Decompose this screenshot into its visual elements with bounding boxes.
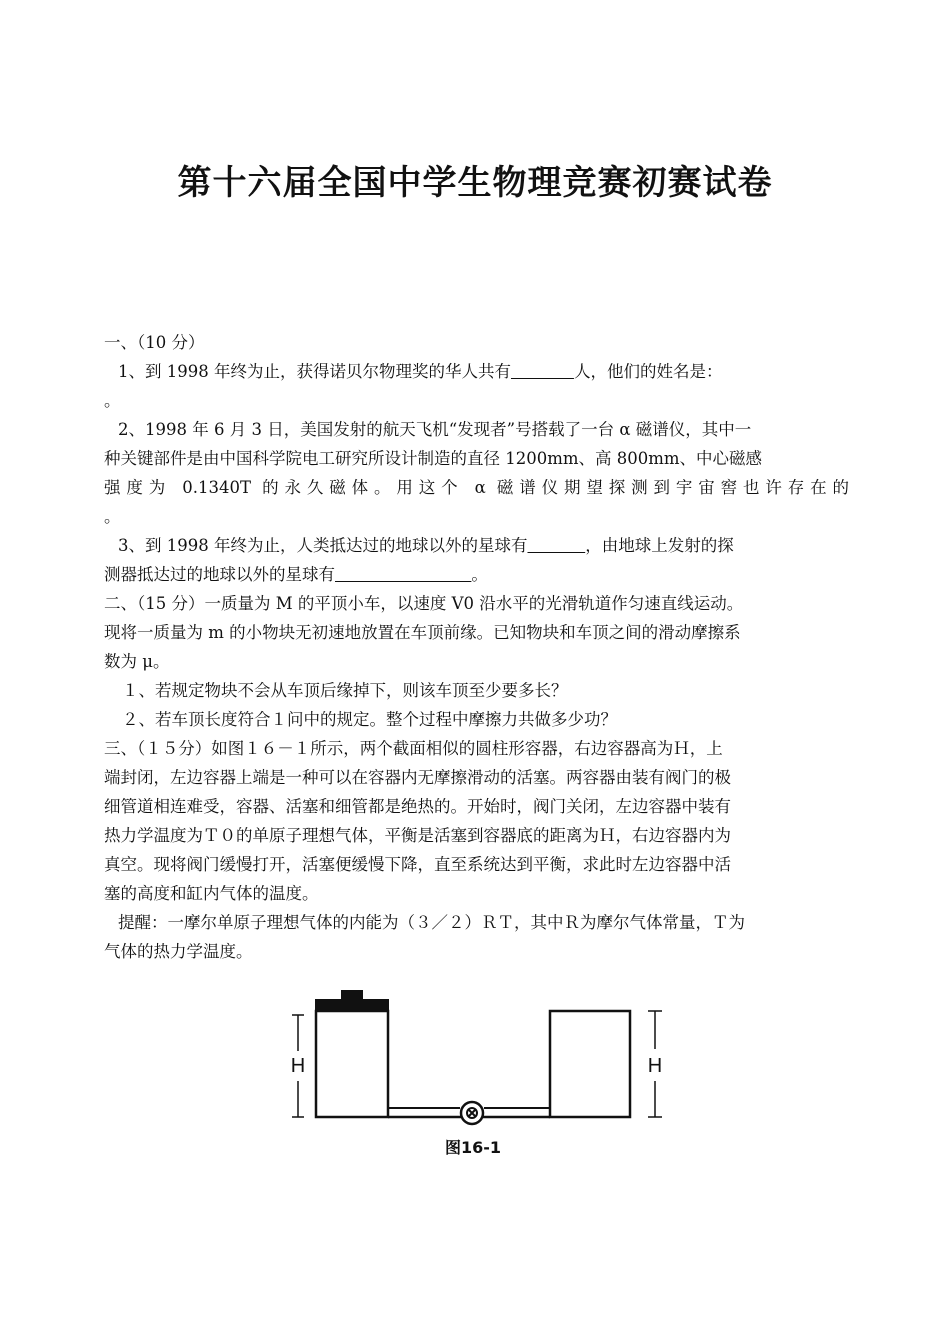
piston-rod — [341, 990, 363, 1000]
section3-hint-line1: 提醒：一摩尔单原子理想气体的内能为（３／２）ＲＴ，其中Ｒ为摩尔气体常量，Ｔ为 — [118, 913, 745, 932]
section2-question1: １、若规定物块不会从车顶后缘掉下，则该车顶至少要多长？ — [122, 681, 568, 700]
answer-blank — [335, 565, 471, 584]
section1-question1: 1、到 1998 年终为止，获得诺贝尔物理奖的华人共有 人，他们的姓名是： — [118, 362, 723, 381]
section1-question1-end: 。 — [104, 391, 121, 410]
section3-line6: 塞的高度和缸内气体的温度。 — [104, 884, 319, 903]
section3-line5: 真空。现将阀门缓慢打开，活塞便缓慢下降，直至系统达到平衡，求此时左边容器中活 — [104, 855, 731, 874]
answer-blank — [511, 362, 574, 381]
left-container — [316, 1011, 388, 1117]
right-height-dimension — [648, 1011, 662, 1117]
exam-body — [104, 328, 849, 966]
valve-icon — [461, 1102, 483, 1124]
left-height-dimension — [291, 1015, 305, 1117]
section2-line1: 二、（15 分）一质量为 M 的平顶小车，以速度 V0 沿水平的光滑轨道作匀速直线运动。 — [104, 594, 744, 613]
left-height-label: H — [290, 1055, 306, 1077]
section3-line2: 端封闭，左边容器上端是一种可以在容器内无摩擦滑动的活塞。两容器由装有阀门的极 — [104, 768, 731, 787]
answer-blank — [527, 536, 585, 555]
section1-question2-line1: 2、1998 年 6 月 3 日，美国发射的航天飞机“发现者”号搭载了一台 α 磁谱仪，其中一 — [118, 420, 752, 439]
section1-question3-line2: 测器抵达过的地球以外的星球有 。 — [104, 565, 488, 584]
right-height-label: H — [647, 1055, 663, 1077]
right-container — [550, 1011, 630, 1117]
section3-line1: 三、（１５分）如图１６－１所示，两个截面相似的圆柱形容器，右边容器高为Ｈ，上 — [104, 739, 723, 758]
section1-question2-end: 。 — [104, 507, 121, 526]
section3-line4: 热力学温度为Ｔ０的单原子理想气体，平衡是活塞到容器底的距离为Ｈ，右边容器内为 — [104, 826, 731, 845]
section3-hint-line2: 气体的热力学温度。 — [104, 942, 253, 961]
section3-line3: 细管道相连难受，容器、活塞和细管都是绝热的。开始时，阀门关闭，左边容器中装有 — [104, 797, 731, 816]
piston — [315, 999, 389, 1012]
page-title: 第十六届全国中学生物理竞赛初赛试卷 — [177, 163, 773, 203]
section1-question2-line3: 强度为 0.1340T 的永久磁体。用这个 α 磁谱仪期望探测到宇宙窖也许存在的 — [104, 478, 849, 497]
section1-question3-line1: 3、到 1998 年终为止，人类抵达过的地球以外的星球有 ，由地球上发射的探 — [118, 536, 734, 555]
section2-question2: ２、若车顶长度符合１问中的规定。整个过程中摩擦力共做多少功？ — [122, 710, 617, 729]
section2-line3: 数为 μ。 — [104, 652, 170, 671]
section1-question2-line2: 种关键部件是由中国科学院电工研究所设计制造的直径 1200mm、高 800mm、中心磁感 — [104, 449, 763, 468]
section2-line2: 现将一质量为 m 的小物块无初速地放置在车顶前缘。已知物块和车顶之间的滑动摩擦系 — [104, 623, 741, 642]
figure-caption: 图16-1 — [445, 1138, 502, 1157]
section1-header: 一、（10 分） — [104, 333, 205, 352]
